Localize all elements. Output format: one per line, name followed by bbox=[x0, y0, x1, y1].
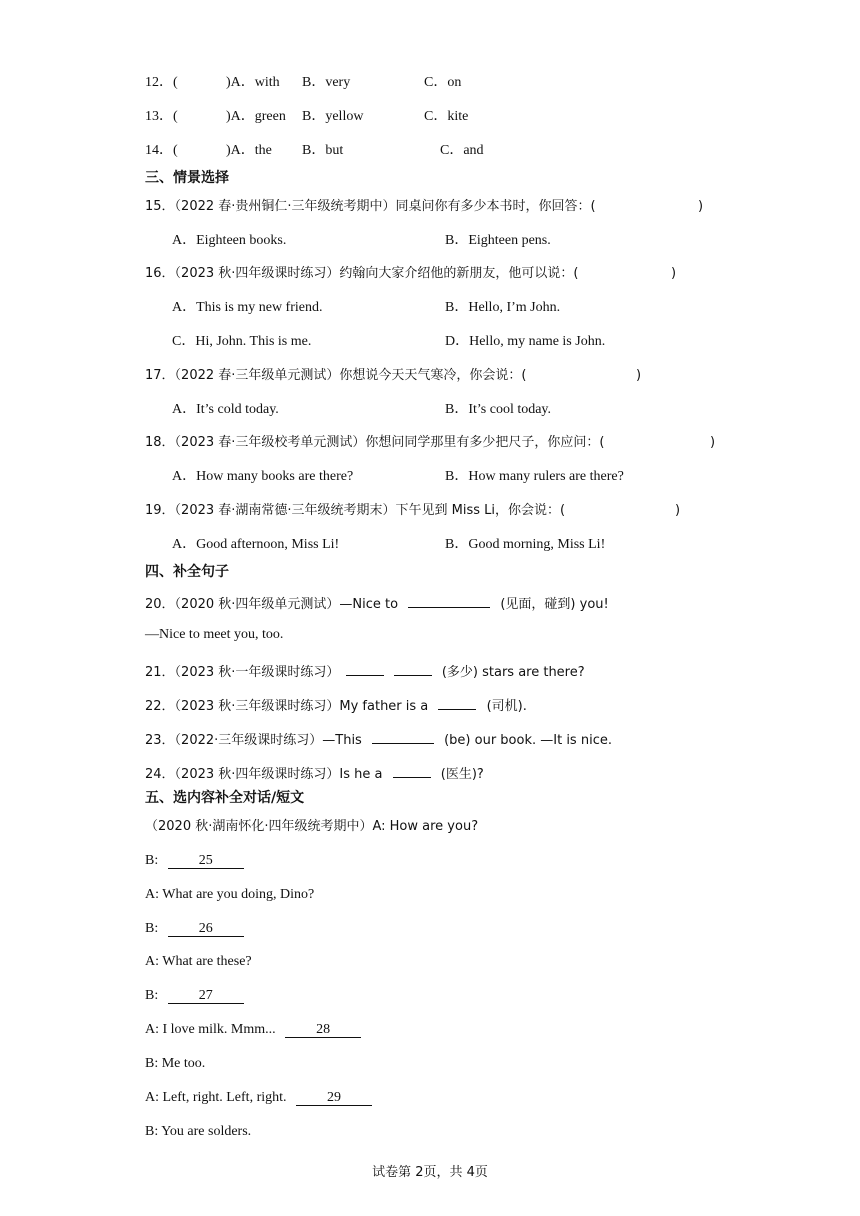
q18-option-b: B．How many rulers are there? bbox=[445, 469, 624, 484]
q17-stem-text: 17．（2022 春·三年级单元测试）你想说今天天气寒冷，你会说：( bbox=[145, 368, 527, 383]
blank-28[interactable]: 28 bbox=[285, 1022, 361, 1038]
q13-number: 13．( bbox=[145, 109, 178, 124]
q13-option-a: )A．green bbox=[226, 109, 286, 124]
dialog-a27: A: What are these? bbox=[145, 954, 252, 969]
question-15-stem bbox=[145, 198, 704, 216]
q12-option-b: B．very bbox=[302, 75, 351, 90]
section-3-heading: 三、情景选择 bbox=[145, 170, 229, 186]
q16-option-a: A．This is my new friend. bbox=[172, 300, 323, 315]
question-20 bbox=[145, 592, 609, 614]
q23-blank[interactable] bbox=[372, 728, 434, 744]
blank-29[interactable]: 29 bbox=[296, 1090, 372, 1106]
q18-stem-text: 18．（2023 春·三年级校考单元测试）你想问同学那里有多少把尺子，你应问：( bbox=[145, 435, 605, 450]
q23-pre: 23．（2022·三年级课时练习）—This bbox=[145, 733, 362, 748]
q15-close-paren: ) bbox=[698, 199, 704, 214]
q14-number: 14．( bbox=[145, 143, 178, 158]
q15-stem-text: 15．（2022 春·贵州铜仁·三年级统考期中）同桌问你有多少本书时，你回答：( bbox=[145, 199, 596, 214]
q23-post: (be) our book. —It is nice. bbox=[444, 733, 612, 748]
q16-close-paren: ) bbox=[671, 266, 677, 281]
q15-option-a: A．Eighteen books. bbox=[172, 233, 287, 248]
dialog-a29 bbox=[145, 1089, 372, 1107]
blank-26[interactable]: 26 bbox=[168, 921, 244, 937]
q19-option-b: B．Good morning, Miss Li! bbox=[445, 537, 606, 552]
question-23 bbox=[145, 728, 612, 750]
q16-option-c: C．Hi, John. This is me. bbox=[172, 334, 312, 349]
q21-blank-2[interactable] bbox=[394, 660, 432, 676]
q20-reply: —Nice to meet you, too. bbox=[145, 627, 284, 642]
q12-number: 12．( bbox=[145, 75, 178, 90]
question-18-stem bbox=[145, 434, 716, 452]
question-17-stem bbox=[145, 367, 642, 385]
q16-stem-text: 16．（2023 秋·四年级课时练习）约翰向大家介绍他的新朋友，他可以说：( bbox=[145, 266, 579, 281]
question-24 bbox=[145, 762, 484, 784]
q17-close-paren: ) bbox=[636, 368, 642, 383]
q17-option-a: A．It’s cold today. bbox=[172, 402, 279, 417]
dialog-a28 bbox=[145, 1021, 361, 1039]
dialog-b25-speaker: B: bbox=[145, 853, 159, 868]
q16-option-d: D．Hello, my name is John. bbox=[445, 334, 606, 349]
dialog-b25 bbox=[145, 852, 244, 870]
q20-pre: 20．（2020 秋·四年级单元测试）—Nice to bbox=[145, 597, 399, 612]
q18-close-paren: ) bbox=[710, 435, 716, 450]
q14-option-a: )A．the bbox=[226, 143, 272, 158]
blank-25[interactable]: 25 bbox=[168, 853, 244, 869]
dialog-intro: （2020 秋·湖南怀化·四年级统考期中）A: How are you? bbox=[145, 819, 479, 834]
q24-blank[interactable] bbox=[393, 762, 431, 778]
q13-option-c: C．kite bbox=[424, 109, 469, 124]
q15-option-b: B．Eighteen pens. bbox=[445, 233, 551, 248]
dialog-b26 bbox=[145, 920, 244, 938]
q17-option-b: B．It’s cool today. bbox=[445, 402, 552, 417]
q20-blank[interactable] bbox=[408, 592, 490, 608]
dialog-b26-speaker: B: bbox=[145, 921, 159, 936]
q22-pre: 22．（2023 秋·三年级课时练习）My father is a bbox=[145, 699, 429, 714]
dialog-b27-speaker: B: bbox=[145, 988, 159, 1003]
q14-option-b: B．but bbox=[302, 143, 344, 158]
q12-option-c: C．on bbox=[424, 75, 462, 90]
dialog-a26: A: What are you doing, Dino? bbox=[145, 887, 315, 902]
dialog-b28-reply: B: Me too. bbox=[145, 1056, 206, 1071]
q24-post: (医生)? bbox=[440, 767, 484, 782]
q22-post: (司机). bbox=[486, 699, 527, 714]
dialog-a28-text: A: I love milk. Mmm... bbox=[145, 1022, 276, 1037]
q21-post: (多少) stars are there? bbox=[441, 665, 585, 680]
dialog-b29-reply: B: You are solders. bbox=[145, 1124, 252, 1139]
q19-stem-text: 19．（2023 春·湖南常德·三年级统考期末）下午见到 Miss Li，你会说：( bbox=[145, 503, 566, 518]
q19-close-paren: ) bbox=[675, 503, 681, 518]
question-16-stem bbox=[145, 265, 677, 283]
q18-option-a: A．How many books are there? bbox=[172, 469, 354, 484]
q14-option-c: C．and bbox=[440, 143, 484, 158]
dialog-b27 bbox=[145, 987, 244, 1005]
dialog-a29-text: A: Left, right. Left, right. bbox=[145, 1090, 287, 1105]
q21-pre: 21．（2023 秋·一年级课时练习） bbox=[145, 665, 340, 680]
question-21 bbox=[145, 660, 585, 682]
page-footer: 试卷第 2页，共 4页 bbox=[372, 1165, 488, 1180]
q19-option-a: A．Good afternoon, Miss Li! bbox=[172, 537, 340, 552]
q12-option-a: )A．with bbox=[226, 75, 280, 90]
question-22 bbox=[145, 694, 527, 716]
q24-pre: 24．（2023 秋·四年级课时练习）Is he a bbox=[145, 767, 383, 782]
blank-27[interactable]: 27 bbox=[168, 988, 244, 1004]
q16-option-b: B．Hello, I’m John. bbox=[445, 300, 561, 315]
q22-blank[interactable] bbox=[438, 694, 476, 710]
question-19-stem bbox=[145, 502, 681, 520]
section-5-heading: 五、选内容补全对话/短文 bbox=[145, 790, 305, 806]
section-4-heading: 四、补全句子 bbox=[145, 564, 229, 580]
q20-post: (见面，碰到) you! bbox=[500, 597, 609, 612]
q21-blank-1[interactable] bbox=[346, 660, 384, 676]
q13-option-b: B．yellow bbox=[302, 109, 364, 124]
